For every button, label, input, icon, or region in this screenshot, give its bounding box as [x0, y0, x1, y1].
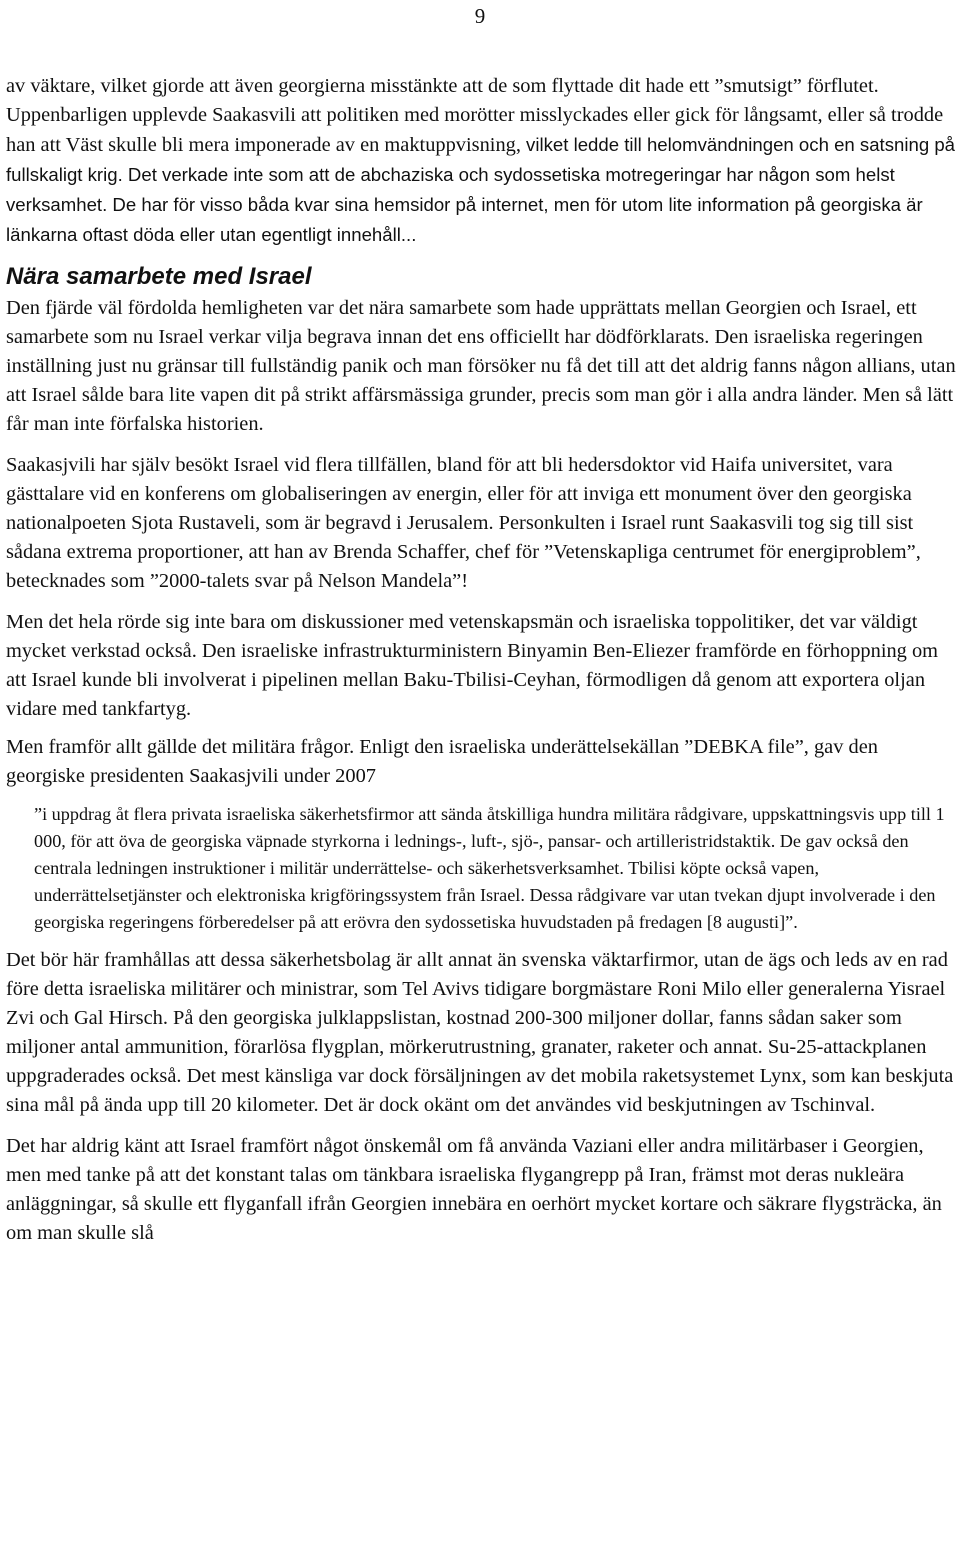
paragraph-2-sans: vilket ledde till helomvändningen och en satsning på fullskaligt krig. Det verkade inte som att de abchaziska och sydossetiska motregeringar har någon som helst verksamhet. De har för visso båda kvar sina hemsidor på internet, men för utom lite information på georgiska är länkarna oftast döda eller utan egentligt innehåll... — [6, 134, 956, 245]
paragraph-2 — [6, 101, 956, 250]
document-body — [6, 72, 956, 1248]
paragraph-4: Saakasjvili har själv besökt Israel vid flera tillfällen, bland för att bli hedersdoktor vid Haifa universitet, vara gästtalare vid en konferens om globaliseringen av energin, eller för att inviga ett monument över den georgiska nationalpoeten Sjota Rustaveli, som är begravd i Jerusalem. Personkulten i Israel runt Saakasvili tog sig till sist sådana extrema proportioner, att han av Brenda Schaffer, chef för ”Vetenskapliga centrumet för energiproblem”, betecknades som ”2000-talets svar på Nelson Mandela”! — [6, 454, 921, 592]
paragraph-7: Det bör här framhållas att dessa säkerhetsbolag är allt annat än svenska väktarfirmor, utan de ägs och leds av en rad före detta israeliska militärer och ministrar, som Tel Avivs tidigare borgmästare Roni Milo eller generalerna Yisrael Zvi och Gal Hirsch. På den georgiska julklappslistan, kostnad 200-300 miljoner dollar, fanns sådan saker som miljoner antal ammunition, förarlösa flygplan, mörkerutrustning, granater, raketer och annat. Su-25-attackplanen uppgraderades också. Det mest känsliga var dock försäljningen av det mobila raketsystemet Lynx, som kan beskjuta sina mål på ända upp till 20 kilometer. Det är dock okänt om det användes vid beskjutningen av Tschinval. — [6, 949, 954, 1116]
paragraph-2-serif: Uppenbarligen upplevde Saakasvili att politiken med morötter misslyckades eller gick för långsamt, eller så trodde han att Väst skulle bli mera imponerade av en maktuppvisning, — [6, 104, 944, 156]
paragraph-8: Det har aldrig känt att Israel framfört något önskemål om få använda Vaziani eller andra militärbaser i Georgien, men med tanke på att det konstant talas om tänkbara israeliska flygangrepp på Iran, främst mot deras nukleära anläggningar, så skulle ett flyganfall ifrån Georgien innebära en oerhört mycket kortare och säkrare flygsträcka, än om man skulle slå — [6, 1135, 942, 1244]
paragraph-6: Men framför allt gällde det militära frågor. Enligt den israeliska underättelsekällan ”DEBKA file”, gav den georgiske presidenten Saakasjvili under 2007 — [6, 736, 878, 787]
section-heading: Nära samarbete med Israel — [6, 263, 312, 290]
paragraph-3: Den fjärde väl fördolda hemligheten var det nära samarbete som hade upprättats mellan Georgien och Israel, ett samarbete som nu Israel verkar vilja begrava innan det ens officiellt har dödförklarats. Den israeliska regeringen inställning just nu gränsar till fullständig panik och man försöker nu få det till att det aldrig fanns någon allians, utan att Israel sålde bara lite vapen dit på strikt affärsmässiga grunder, precis som man gör i alla andra länder. Men så lätt får man inte förfalska historien. — [6, 297, 956, 435]
paragraph-1: av väktare, vilket gjorde att även georgierna misstänkte att de som flyttade dit hade ett ”smutsigt” förflutet. — [6, 75, 879, 97]
paragraph-5: Men det hela rörde sig inte bara om diskussioner med vetenskapsmän och israeliska toppolitiker, det var väldigt mycket verkstad också. Den israeliske infrastrukturministern Binyamin Ben-Eliezer framförde en förhoppning om att Israel kunde bli involverat i pipelinen mellan Baku-Tbilisi-Ceyhan, förmodligen då genom att exportera oljan vidare med tankfartyg. — [6, 611, 939, 720]
block-quote: ”i uppdrag åt flera privata israeliska säkerhetsfirmor att sända åtskilliga hundra militära rådgivare, uppskattningsvis upp till 1 000, för att öva de georgiska väpnade styrkorna i lednings-, luft-, sjö-, pansar- och artilleristridstaktik. De gav också den centrala ledningen instruktioner i militär underrättelse- och säkerhetsverksamhet. Tbilisi köpte också vapen, underrättelsetjänster och elektroniska krigföringssystem från Israel. Dessa rådgivare var utan tvekan djupt involverade i den georgiska regeringens förberedelser på att erövra den sydossetiska huvudstaden på fredagen [8 augusti]”. — [34, 804, 945, 932]
page-number: 9 — [474, 4, 486, 28]
